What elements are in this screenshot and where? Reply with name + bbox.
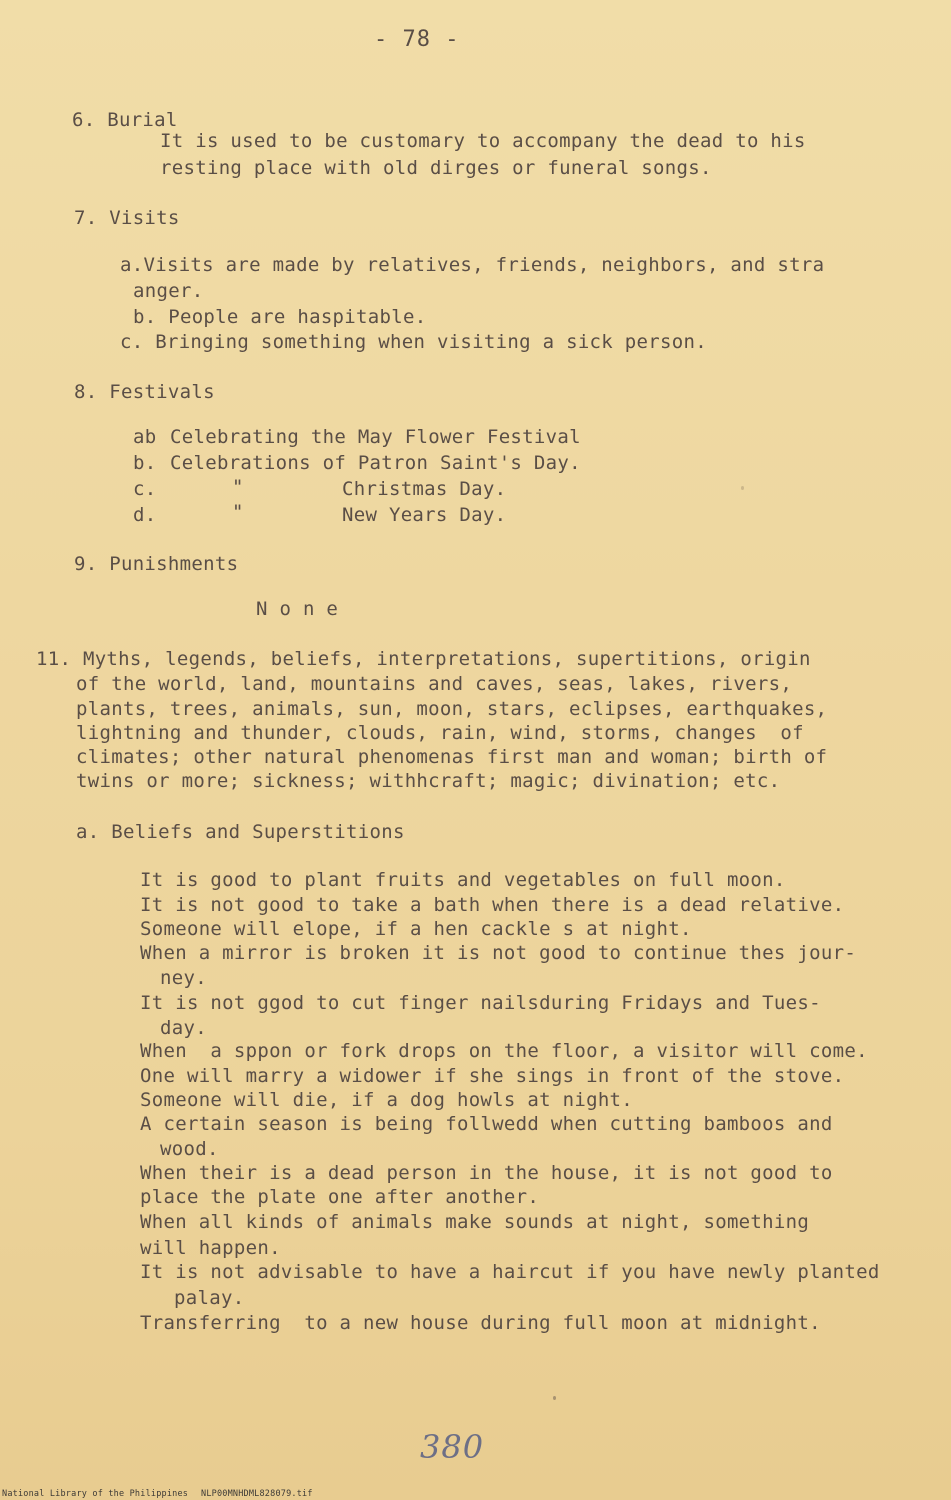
belief-line: When all kinds of animals make sounds at night, something: [140, 1211, 810, 1233]
visits-heading: 7. Visits: [74, 207, 180, 229]
burial-line-1: It is used to be customary to accompany the dead to his: [160, 130, 806, 152]
beliefs-subheading: a. Beliefs and Superstitions: [76, 821, 405, 843]
belief-line: It is not ggod to cut finger nailsduring Fridays and Tues-: [140, 992, 821, 1014]
belief-line: ney.: [160, 967, 207, 989]
paper-speck: [553, 1396, 556, 1400]
ditto-mark: ": [232, 476, 244, 498]
belief-line: day.: [160, 1017, 207, 1039]
myths-heading-line: twins or more; sickness; withhcraft; magic; divination; etc.: [76, 770, 781, 792]
myths-heading-line: of the world, land, mountains and caves, seas, lakes, rivers,: [76, 673, 793, 695]
visits-line-a-cont: anger.: [133, 280, 204, 302]
belief-line: Someone will die, if a dog howls at night.: [140, 1089, 634, 1111]
ditto-mark: ": [232, 501, 244, 523]
belief-line: A certain season is being follwedd when cutting bamboos and: [140, 1113, 833, 1135]
belief-line: It is not good to take a bath when there is a dead relative.: [140, 894, 845, 916]
burial-line-2: resting place with old dirges or funeral songs.: [160, 157, 712, 179]
festival-item-text: Celebrating the May Flower Festival: [170, 426, 581, 448]
belief-line: When a mirror is broken it is not good to continue thes jour-: [140, 942, 857, 964]
festival-item-marker: ab: [133, 426, 157, 448]
myths-heading-line: plants, trees, animals, sun, moon, stars, eclipses, earthquakes,: [76, 698, 828, 720]
handwritten-folio-number: 380: [420, 1428, 485, 1466]
footer-library: National Library of the Philippines: [2, 1489, 189, 1499]
visits-line-c: c. Bringing something when visiting a sick person.: [120, 331, 707, 353]
belief-line: When their is a dead person in the house, it is not good to: [140, 1162, 833, 1184]
belief-line: It is not advisable to have a haircut if you have newly planted: [140, 1261, 880, 1283]
festival-item-marker: b.: [133, 452, 157, 474]
belief-line: wood.: [160, 1138, 219, 1160]
punishments-value: N o n e: [256, 598, 339, 620]
visits-line-b: b. People are haspitable.: [133, 306, 427, 328]
belief-line: will happen.: [140, 1237, 281, 1259]
burial-heading: 6. Burial: [72, 109, 178, 131]
myths-heading-line: climates; other natural phenomenas first man and woman; birth of: [76, 746, 828, 768]
paper-speck: [741, 486, 744, 490]
festivals-heading: 8. Festivals: [74, 381, 215, 403]
festival-item-text: New Years Day.: [342, 504, 507, 526]
punishments-heading: 9. Punishments: [74, 553, 239, 575]
myths-heading-line: lightning and thunder, clouds, rain, wind, storms, changes of: [76, 722, 804, 744]
festival-item-text: Celebrations of Patron Saint's Day.: [170, 452, 581, 474]
belief-line: One will marry a widower if she sings in front of the stove.: [140, 1065, 845, 1087]
festival-item-text: Christmas Day.: [342, 478, 507, 500]
festival-item-marker: d.: [133, 504, 157, 526]
belief-line: It is good to plant fruits and vegetables on full moon.: [140, 869, 786, 891]
footer-filename: NLP00MNHDML828079.tif: [201, 1489, 313, 1499]
festival-item-marker: c.: [133, 478, 157, 500]
page-number: - 78 -: [374, 27, 460, 52]
myths-heading-line: 11. Myths, legends, beliefs, interpretations, supertitions, origin: [36, 648, 811, 670]
belief-line: When a sppon or fork drops on the floor, a visitor will come.: [140, 1040, 868, 1062]
belief-line: palay.: [174, 1287, 245, 1309]
visits-line-a: a.Visits are made by relatives, friends, neighbors, and stra: [120, 254, 825, 276]
belief-line: Transferring to a new house during full moon at midnight.: [140, 1312, 821, 1334]
belief-line: Someone will elope, if a hen cackle s at night.: [140, 918, 692, 940]
belief-line: place the plate one after another.: [140, 1186, 540, 1208]
